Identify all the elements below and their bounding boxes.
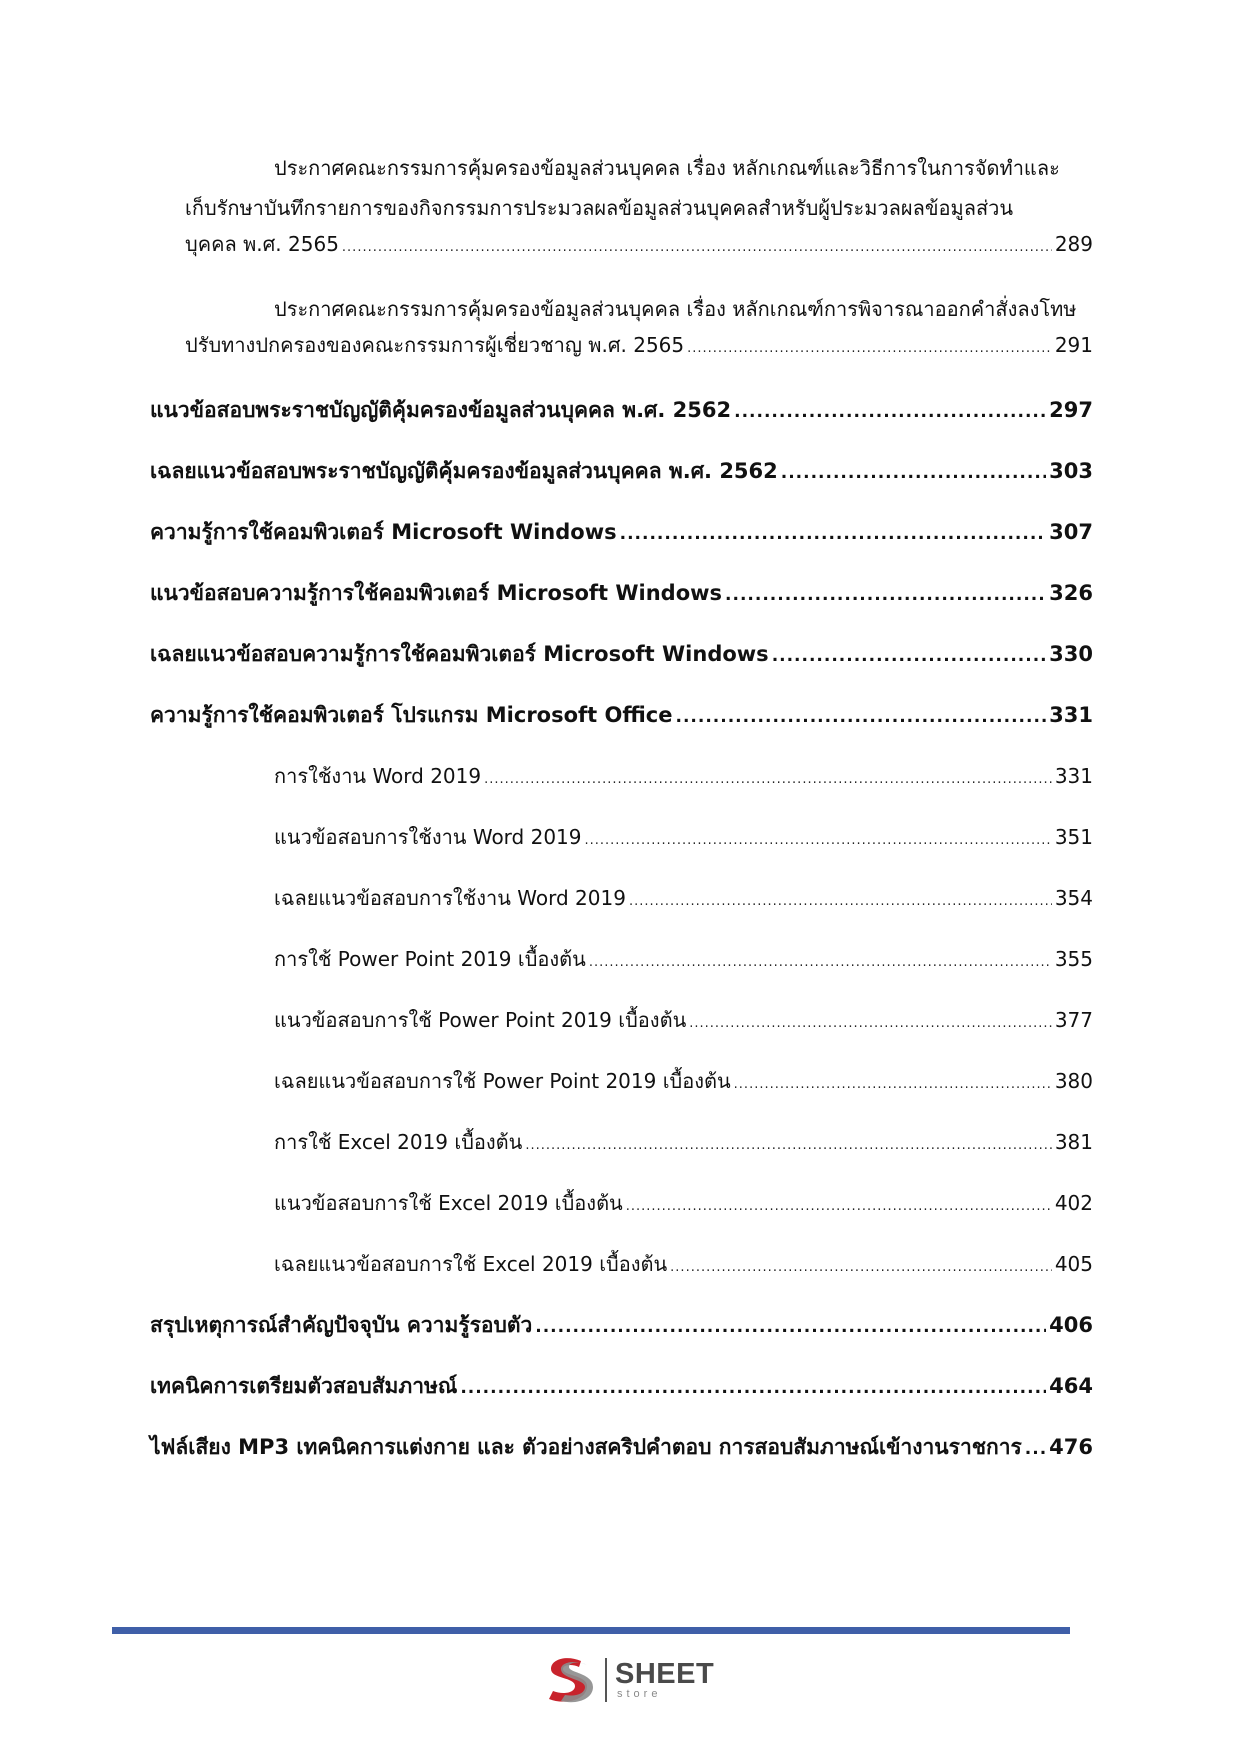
logo-separator — [605, 1658, 607, 1702]
toc-page-number: 351 — [1054, 824, 1093, 849]
toc-entry[interactable] — [150, 1420, 1093, 1481]
dot-leader — [342, 240, 1052, 255]
toc-page-number: 307 — [1049, 519, 1093, 544]
dot-leader — [589, 955, 1052, 970]
toc-entry-title-line: ปรับทางปกครองของคณะกรรมการผู้เชี่ยวชาญ พ.ศ. 2565 — [185, 333, 685, 357]
toc-entry-title: เฉลยแนวข้อสอบการใช้งาน Word 2019 — [274, 885, 626, 910]
dot-leader — [484, 772, 1052, 787]
toc-subentry[interactable] — [150, 749, 1093, 810]
logo-subtext: store — [617, 1688, 662, 1700]
dot-leader — [734, 402, 1046, 422]
toc-subentry[interactable] — [150, 1054, 1093, 1115]
toc-subentry[interactable] — [150, 871, 1093, 932]
logo-wordmark: SHEET — [615, 1658, 715, 1690]
dot-leader — [772, 646, 1046, 666]
toc-entry-title: การใช้งาน Word 2019 — [274, 763, 482, 788]
toc-entry[interactable] — [150, 505, 1093, 566]
toc-entry-title: เฉลยแนวข้อสอบความรู้การใช้คอมพิวเตอร์ Microsoft Windows — [150, 641, 769, 666]
dot-leader — [626, 1199, 1052, 1214]
toc-entry-title: การใช้ Excel 2019 เบื้องต้น — [274, 1129, 523, 1154]
toc-entry[interactable] — [150, 688, 1093, 749]
toc-page-number: 330 — [1049, 641, 1093, 666]
toc-entry[interactable] — [150, 1298, 1093, 1359]
toc-entry-title: ความรู้การใช้คอมพิวเตอร์ Microsoft Windows — [150, 519, 617, 544]
toc-subentry[interactable] — [150, 932, 1093, 993]
dot-leader — [687, 341, 1052, 356]
toc-entry-title: ไฟล์เสียง MP3 เทคนิคการแต่งกาย และ ตัวอย่างสคริปคำตอบ การสอบสัมภาษณ์เข้างานราชการ — [150, 1434, 1022, 1459]
toc-entry[interactable] — [150, 627, 1093, 688]
toc-entry-title: เฉลยแนวข้อสอบการใช้ Excel 2019 เบื้องต้น — [274, 1251, 668, 1276]
toc-page-number: 354 — [1054, 885, 1093, 910]
toc-entry-last-line — [150, 228, 1093, 268]
toc-page-number: 464 — [1049, 1373, 1093, 1398]
toc-entry-title: แนวข้อสอบการใช้ Power Point 2019 เบื้องต้น — [274, 1007, 687, 1032]
toc-subentry[interactable] — [150, 1176, 1093, 1237]
toc-subentry[interactable] — [150, 1237, 1093, 1298]
toc-entry-title: เฉลยแนวข้อสอบพระราชบัญญัติคุ้มครองข้อมูลส่วนบุคคล พ.ศ. 2562 — [150, 458, 778, 483]
toc-subentry[interactable] — [150, 810, 1093, 871]
toc-subentry[interactable] — [150, 1115, 1093, 1176]
dot-leader — [734, 1077, 1052, 1092]
sheet-store-logo — [541, 1655, 714, 1705]
toc-entry-title: แนวข้อสอบความรู้การใช้คอมพิวเตอร์ Microsoft Windows — [150, 580, 723, 605]
toc-page-number: 331 — [1049, 702, 1093, 727]
toc-page-number: 405 — [1054, 1251, 1093, 1276]
toc-page-number: 303 — [1049, 458, 1093, 483]
dot-leader — [725, 585, 1046, 605]
toc-entry-title: สรุปเหตุการณ์สำคัญปัจจุบัน ความรู้รอบตัว — [150, 1312, 533, 1337]
dot-leader — [689, 1016, 1052, 1031]
toc-page-number: 326 — [1049, 580, 1093, 605]
toc-entry-title-line: เก็บรักษาบันทึกรายการของกิจกรรมการประมวลผลข้อมูลส่วนบุคคลสำหรับผู้ประมวลผลข้อมูลส่วน — [185, 196, 1014, 220]
toc-page-number: 402 — [1054, 1190, 1093, 1215]
toc-entry[interactable] — [150, 1359, 1093, 1420]
toc-page-number: 380 — [1054, 1068, 1093, 1093]
dot-leader — [781, 463, 1046, 483]
toc-page-number: 291 — [1054, 333, 1093, 357]
toc-page-number: 377 — [1054, 1007, 1093, 1032]
dot-leader — [620, 524, 1047, 544]
toc-entry[interactable] — [150, 383, 1093, 444]
dot-leader — [585, 833, 1052, 848]
toc-entry-title-line: ประกาศคณะกรรมการคุ้มครองข้อมูลส่วนบุคคล เรื่อง หลักเกณฑ์และวิธีการในการจัดทำและ — [274, 156, 1060, 180]
dot-leader — [675, 707, 1046, 727]
dot-leader — [535, 1317, 1046, 1337]
toc-page-number: 355 — [1054, 946, 1093, 971]
toc-entry-title: แนวข้อสอบพระราชบัญญัติคุ้มครองข้อมูลส่วนบุคคล พ.ศ. 2562 — [150, 397, 732, 422]
toc-entry-title: แนวข้อสอบการใช้งาน Word 2019 — [274, 824, 582, 849]
dot-leader — [460, 1378, 1046, 1398]
logo-text — [615, 1660, 714, 1700]
dot-leader — [670, 1260, 1052, 1275]
toc-entry-last-line — [150, 329, 1093, 369]
toc-entry-title: เฉลยแนวข้อสอบการใช้ Power Point 2019 เบื้องต้น — [274, 1068, 731, 1093]
toc-entry-multiline[interactable] — [150, 289, 1093, 369]
toc-entry[interactable] — [150, 444, 1093, 505]
toc-entry-title: เทคนิคการเตรียมตัวสอบสัมภาษณ์ — [150, 1373, 458, 1398]
toc-entry-title: แนวข้อสอบการใช้ Excel 2019 เบื้องต้น — [274, 1190, 623, 1215]
toc-page-number: 331 — [1054, 763, 1093, 788]
footer-rule — [112, 1627, 1070, 1634]
toc-subentry[interactable] — [150, 993, 1093, 1054]
toc-entry-title: การใช้ Power Point 2019 เบื้องต้น — [274, 946, 586, 971]
toc-page-number: 381 — [1054, 1129, 1093, 1154]
toc-entry-title: ความรู้การใช้คอมพิวเตอร์ โปรแกรม Microsoft Office — [150, 702, 673, 727]
toc-page-number: 476 — [1049, 1434, 1093, 1459]
toc-entry-multiline[interactable] — [150, 148, 1093, 268]
dot-leader — [629, 894, 1052, 909]
toc-entry[interactable] — [150, 566, 1093, 627]
dot-leader — [525, 1138, 1051, 1153]
toc-entry-title-line: บุคคล พ.ศ. 2565 — [185, 232, 339, 256]
toc-page-number: 289 — [1054, 232, 1093, 256]
sheet-store-s-icon — [541, 1655, 599, 1705]
toc-entry-title-line: ประกาศคณะกรรมการคุ้มครองข้อมูลส่วนบุคคล เรื่อง หลักเกณฑ์การพิจารณาออกคำสั่งลงโทษ — [274, 297, 1077, 321]
toc-page-number: 297 — [1049, 397, 1093, 422]
toc-page-number: 406 — [1049, 1312, 1093, 1337]
dot-leader — [1025, 1439, 1046, 1459]
table-of-contents — [150, 148, 1093, 1481]
